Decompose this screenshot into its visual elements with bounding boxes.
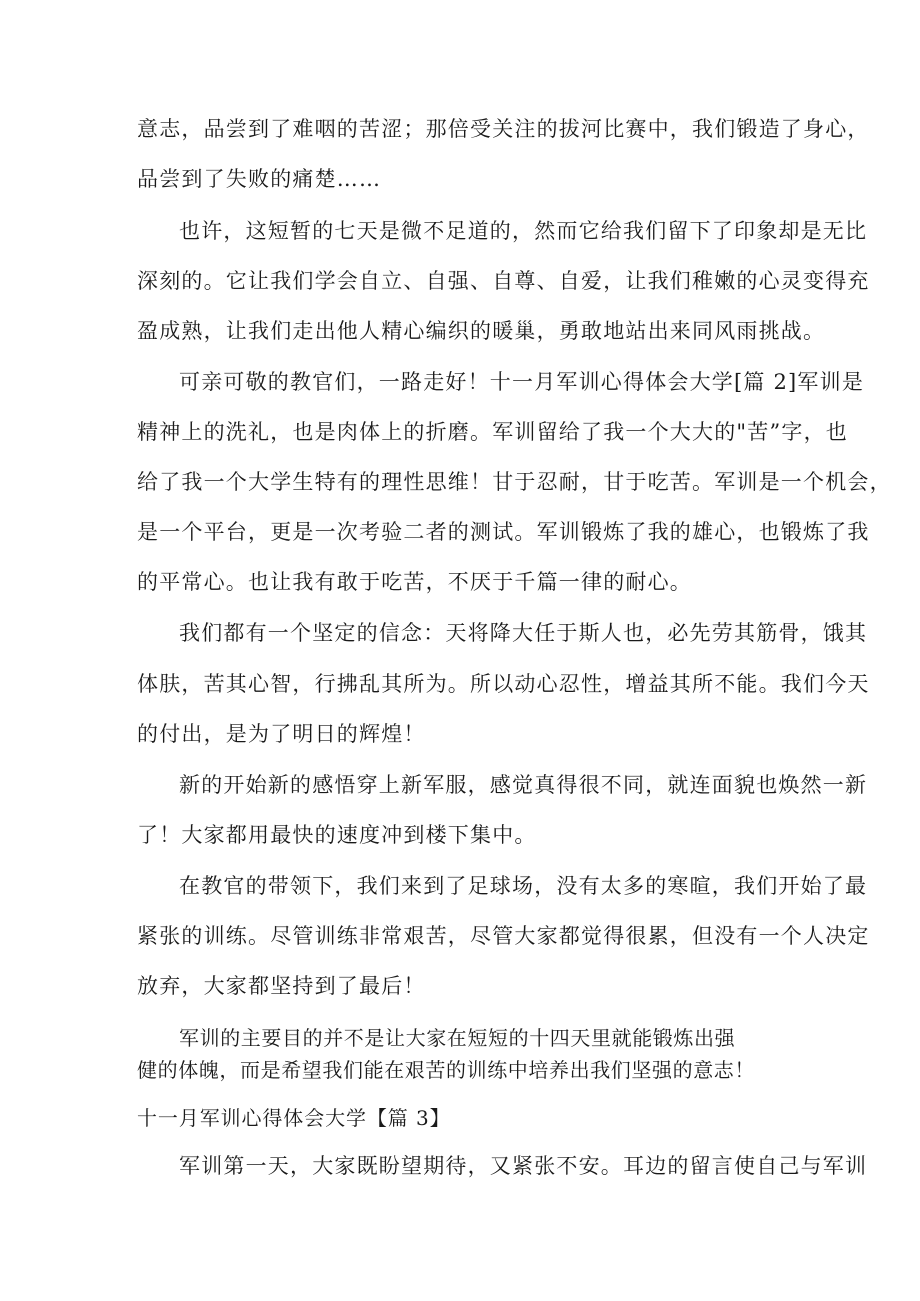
section-heading: 十一月军训心得体会大学【篇 3】	[137, 1106, 451, 1130]
text-line: 军训第一天，大家既盼望期待，又紧张不安。耳边的留言使自己与军训	[179, 1154, 868, 1178]
text-line: 也许，这短暂的七天是微不足道的，然而它给我们留下了印象却是无比	[179, 219, 868, 243]
text-line: 品尝到了失败的痛楚……	[137, 167, 382, 191]
text-line: 精神上的洗礼，也是肉体上的折磨。军训留给了我一个大大的"苦”字，也	[137, 420, 848, 444]
text-line: 意志，品尝到了难咽的苦涩；那倍受关注的拔河比赛中，我们锻造了身心，	[137, 117, 870, 141]
text-line: 的平常心。也让我有敢于吃苦，不厌于千篇一律的耐心。	[137, 570, 692, 594]
text-line: 军训的主要目的并不是让大家在短短的十四天里就能锻炼出强	[179, 1026, 736, 1050]
text-line: 体肤，苦其心智，行拂乱其所为。所以动心忍性，增益其所不能。我们今天	[137, 672, 870, 696]
text-line: 给了我一个大学生特有的理性思维！甘于忍耐，甘于吃苦。军训是一个机会，	[137, 470, 892, 494]
text-line: 健的体魄，而是希望我们能在艰苦的训练中培养出我们坚强的意志！	[137, 1058, 755, 1082]
text-line: 盈成熟，让我们走出他人精心编织的暖巢，勇敢地站出来同风雨挑战。	[137, 319, 826, 343]
text-line: 深刻的。它让我们学会自立、自强、自尊、自爱，让我们稚嫩的心灵变得充	[137, 269, 870, 293]
text-line: 是一个平台，更是一次考验二者的测试。军训锻炼了我的雄心，也锻炼了我	[137, 520, 870, 544]
text-line: 可亲可敬的教官们，一路走好！十一月军训心得体会大学[篇 2]军训是	[179, 370, 865, 394]
text-line: 的付出，是为了明日的辉煌！	[137, 722, 426, 746]
text-line: 我们都有一个坚定的信念：天将降大任于斯人也，必先劳其筋骨，饿其	[179, 621, 868, 645]
text-line: 在教官的带领下，我们来到了足球场，没有太多的寒暄，我们开始了最	[179, 874, 868, 898]
text-line: 了！大家都用最快的速度冲到楼下集中。	[137, 823, 537, 847]
text-line: 放弃，大家都坚持到了最后！	[137, 974, 426, 998]
text-line: 紧张的训练。尽管训练非常艰苦，尽管大家都觉得很累，但没有一个人决定	[137, 924, 870, 948]
text-line: 新的开始新的感悟穿上新军服，感觉真得很不同，就连面貌也焕然一新	[179, 773, 868, 797]
